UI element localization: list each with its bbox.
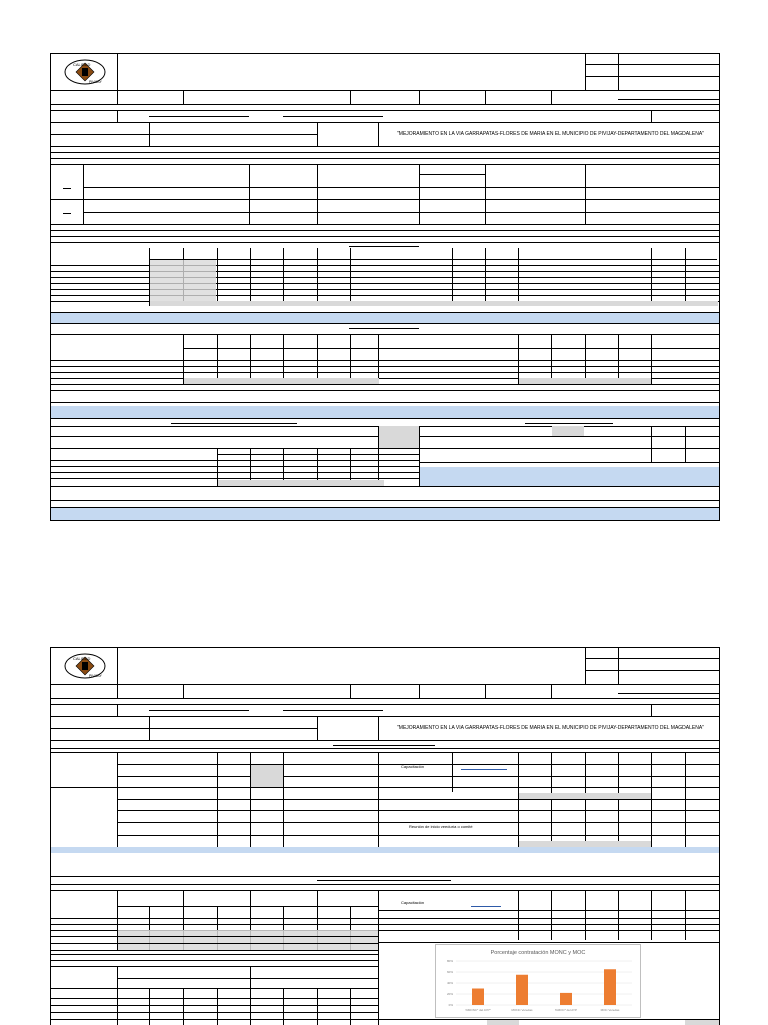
project-title: "MEJORAMIENTO EN LA VIA GARRAPATAS-FLORES DE MARIA EN EL MUNICIPIO DE PIVIJAY-DEPARTAMENTO DEL MAGDALENA"	[397, 725, 704, 731]
form-page-1	[50, 53, 720, 521]
chart-category-label: %MONC* del AYP*	[465, 1008, 491, 1012]
chart-category-label: MOC Veredas	[600, 1008, 620, 1012]
svg-text:PIVIJAY: PIVIJAY	[89, 674, 102, 678]
chart-bar	[472, 989, 484, 1006]
chart-title: Porcentaje contratación MONC y MOC	[490, 950, 586, 956]
chart-ytick-label: 20%	[446, 992, 453, 997]
chart-ytick-label: 60%	[446, 970, 453, 975]
company-logo	[63, 58, 107, 86]
activity-reunion-label: Reunión de inicio veeduría o comité	[409, 824, 473, 829]
chart-bar	[516, 975, 528, 1005]
chart-ytick-label: 40%	[446, 981, 453, 986]
chart-ytick-label: 0%	[448, 1003, 453, 1008]
svg-text:CALIDAD: CALIDAD	[73, 656, 91, 661]
svg-text:CALIDAD: CALIDAD	[73, 62, 91, 67]
project-title: "MEJORAMIENTO EN LA VIA GARRAPATAS-FLORES DE MARIA EN EL MUNICIPIO DE PIVIJAY-DEPARTAMENTO DEL MAGDALENA"	[397, 131, 704, 137]
chart-bar	[560, 993, 572, 1005]
contracting-percentage-chart	[435, 944, 641, 1018]
activity-capacitacion-label: Capacitación	[401, 764, 425, 769]
chart-category-label: MONC Veredas	[511, 1008, 533, 1012]
company-logo	[63, 652, 107, 680]
form-page-2	[50, 647, 720, 1025]
activity-capacitacion-label-2: Capacitación	[401, 900, 425, 905]
chart-category-label: %MOC* del AYP	[554, 1008, 578, 1012]
chart-bar	[604, 969, 616, 1005]
svg-text:PIVIJAY: PIVIJAY	[89, 80, 102, 84]
chart-ytick-label: 80%	[446, 959, 453, 964]
